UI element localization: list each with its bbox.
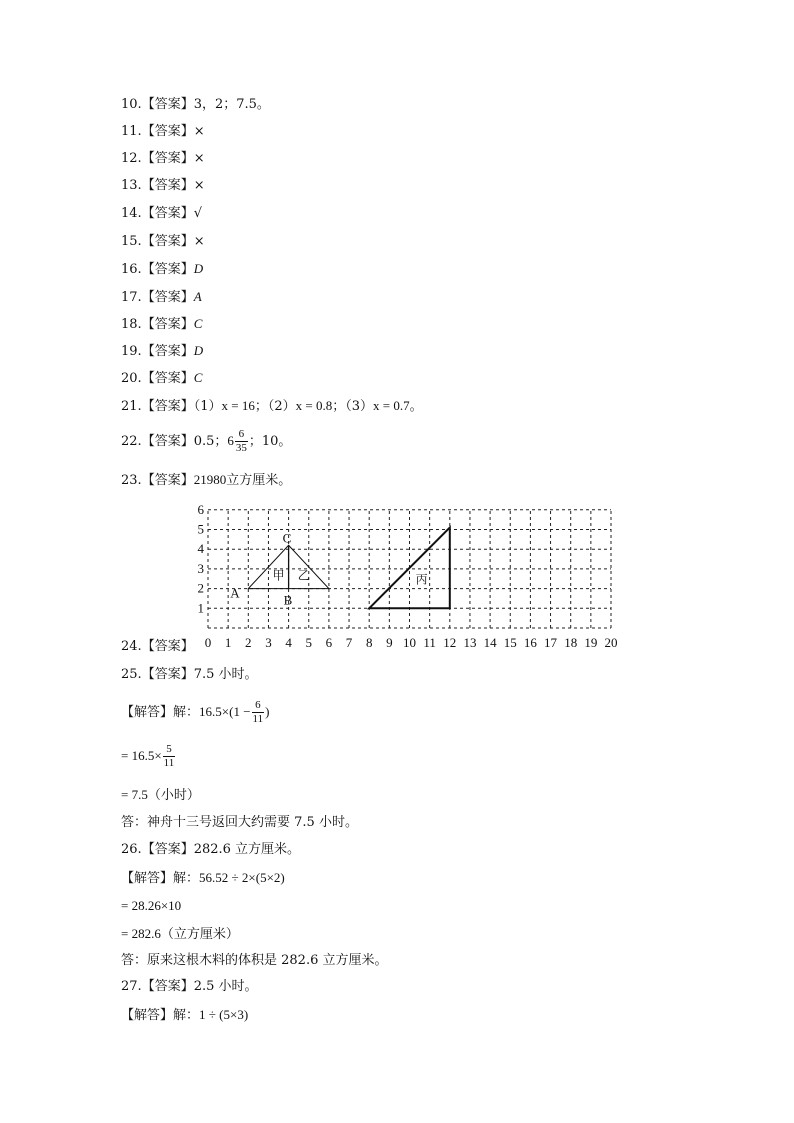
item-number: 25. (121, 667, 142, 682)
x-tick-label: 16 (523, 635, 537, 650)
answer-tag: 【答案】 (141, 434, 194, 449)
solution-26-step3 (121, 925, 239, 944)
answer-text: × (193, 178, 205, 193)
x-tick-label: 15 (503, 635, 517, 650)
fraction (252, 699, 265, 726)
answer-item-25 (121, 666, 258, 684)
fraction (235, 428, 248, 455)
answer-item-24 (121, 638, 194, 656)
x-tick-label: 0 (204, 635, 212, 650)
conclusion-text: 答：神舟十三号返回大约需要 7.5 小时。 (121, 815, 358, 830)
answer-item-14 (121, 205, 202, 223)
part-label: （2） (267, 399, 296, 414)
answer-text: D (193, 343, 204, 358)
y-tick-label: 6 (197, 501, 204, 517)
answer-tag: 【答案】 (141, 979, 194, 994)
y-tick-label: 3 (197, 560, 204, 576)
solution-tag: 【解答】 (121, 871, 174, 886)
grid-figure (195, 500, 625, 650)
denominator: 35 (235, 442, 247, 454)
solution-26-conclusion (121, 952, 387, 970)
x-tick-label: 1 (224, 635, 232, 650)
x-tick-label: 8 (365, 635, 373, 650)
answer-tag: 【答案】 (141, 234, 194, 249)
item-number: 15. (121, 234, 142, 249)
answer-text: C (193, 370, 203, 385)
item-number: 14. (121, 206, 142, 221)
item-number: 22. (121, 434, 142, 449)
x-tick-label: 9 (386, 635, 393, 650)
item-number: 24. (121, 639, 142, 654)
x-tick-label: 14 (483, 635, 497, 650)
answer-tag: 【答案】 (141, 290, 194, 305)
expression: 1 ÷ (5×3) (199, 1007, 249, 1022)
solution-25-step2 (121, 741, 176, 772)
solution-prefix: 解： (173, 871, 200, 886)
y-tick-label: 2 (197, 580, 204, 596)
separator: ； (254, 399, 268, 414)
answer-item-13 (121, 177, 205, 195)
equation: x = 16 (221, 398, 255, 413)
answer-item-27 (121, 978, 258, 996)
x-tick-label: 20 (604, 635, 618, 650)
solution-27-step1 (121, 1006, 248, 1025)
x-tick-label: 7 (345, 635, 353, 650)
region-label-jia: 甲 (272, 568, 285, 583)
x-tick-label: 17 (544, 635, 558, 650)
end-mark: 。 (409, 399, 423, 414)
answer-value: 21980 (193, 472, 227, 487)
x-tick-label: 10 (403, 635, 416, 650)
answer-item-16 (121, 260, 203, 279)
answer-item-15 (121, 233, 205, 251)
answer-text: 2.5 小时。 (193, 979, 258, 994)
answer-tag: 【答案】 (141, 206, 194, 221)
x-tick-label: 11 (423, 635, 436, 650)
answer-text: 7.5 小时。 (193, 667, 258, 682)
answer-tag: 【答案】 (141, 124, 194, 139)
numerator: 6 (255, 699, 261, 711)
x-tick-label: 19 (584, 635, 598, 650)
item-number: 18. (121, 317, 142, 332)
fraction (163, 743, 176, 770)
answer-text: ；10。 (248, 434, 292, 449)
equation: x = 0.8 (295, 398, 333, 413)
x-tick-label: 5 (305, 635, 312, 650)
solution-25-step1 (121, 697, 269, 728)
expression: 56.52 ÷ 2×(5×2) (199, 870, 285, 885)
part-label: （1） (193, 399, 222, 414)
answer-item-11 (121, 123, 205, 141)
solution-25-step3 (121, 786, 200, 805)
y-tick-label: 1 (197, 600, 204, 616)
answer-tag: 【答案】 (141, 639, 194, 654)
answer-tag: 【答案】 (141, 371, 194, 386)
solution-26-step1 (121, 869, 285, 888)
answer-tag: 【答案】 (141, 97, 194, 112)
answer-tag: 【答案】 (141, 178, 194, 193)
item-number: 27. (121, 979, 142, 994)
point-label-a: A (230, 585, 240, 601)
item-number: 13. (121, 178, 142, 193)
answer-text: C (193, 316, 203, 331)
denominator: 11 (163, 757, 175, 769)
item-number: 23. (121, 473, 142, 488)
x-tick-label: 13 (463, 635, 477, 650)
item-number: 11. (121, 124, 142, 139)
answer-tag: 【答案】 (141, 842, 194, 857)
answer-text: 282.6 立方厘米。 (193, 842, 301, 857)
item-number: 10. (121, 97, 142, 112)
expression: ) (265, 704, 270, 719)
answer-text: D (193, 261, 204, 276)
answer-item-26 (121, 841, 300, 859)
x-tick-label: 6 (325, 635, 333, 650)
solution-25-conclusion (121, 814, 358, 832)
answer-text: × (193, 151, 205, 166)
item-number: 21. (121, 399, 142, 414)
answer-item-12 (121, 150, 205, 168)
expression: = 28.26×10 (121, 898, 182, 913)
answer-text: × (193, 124, 205, 139)
y-tick-label: 4 (197, 541, 204, 557)
answer-text: √ (193, 206, 202, 221)
answer-item-10 (121, 96, 270, 114)
answer-unit: 立方厘米。 (226, 473, 292, 488)
expression: 16.5×(1 − (199, 704, 251, 719)
x-tick-label: 12 (443, 635, 457, 650)
item-number: 17. (121, 290, 142, 305)
denominator: 11 (252, 713, 264, 725)
solution-tag: 【解答】 (121, 1008, 174, 1023)
x-tick-label: 4 (285, 635, 292, 650)
answer-item-17 (121, 288, 202, 307)
region-label-bing: 丙 (415, 572, 428, 587)
answer-tag: 【答案】 (141, 667, 194, 682)
answer-item-18 (121, 315, 202, 334)
answer-tag: 【答案】 (141, 399, 194, 414)
x-tick-label: 3 (265, 635, 272, 650)
equation: x = 0.7 (373, 398, 410, 413)
expression: = 16.5× (121, 748, 162, 763)
numerator: 5 (166, 743, 172, 755)
item-number: 19. (121, 344, 142, 359)
answer-tag: 【答案】 (141, 151, 194, 166)
solution-prefix: 解： (173, 1008, 200, 1023)
answer-item-19 (121, 342, 203, 361)
solution-prefix: 解： (173, 705, 200, 720)
answer-item-23 (121, 471, 291, 490)
answer-item-21 (121, 397, 423, 416)
solution-tag: 【解答】 (121, 705, 174, 720)
answer-tag: 【答案】 (141, 262, 194, 277)
item-number: 26. (121, 842, 142, 857)
answer-tag: 【答案】 (141, 344, 194, 359)
point-label-b: B (283, 592, 293, 608)
answer-text: 0.5； (193, 434, 228, 449)
point-label-c: C (282, 530, 292, 546)
conclusion-text: 答：原来这根木料的体积是 282.6 立方厘米。 (121, 953, 388, 968)
x-tick-label: 18 (564, 635, 578, 650)
answer-tag: 【答案】 (141, 473, 194, 488)
solution-26-step2 (121, 897, 181, 916)
y-tick-label: 5 (197, 521, 204, 537)
expression: = 282.6（立方厘米） (121, 926, 239, 941)
answer-item-20 (121, 369, 202, 388)
item-number: 12. (121, 151, 142, 166)
answer-item-22 (121, 426, 291, 457)
answer-tag: 【答案】 (141, 317, 194, 332)
part-label: （3） (345, 399, 374, 414)
item-number: 16. (121, 262, 142, 277)
region-label-yi: 乙 (297, 568, 310, 583)
answer-text: × (193, 234, 205, 249)
separator: ； (332, 399, 346, 414)
x-tick-label: 2 (245, 635, 252, 650)
numerator: 6 (238, 428, 245, 440)
mixed-integer: 6 (227, 433, 234, 448)
expression: = 7.5（小时） (121, 787, 200, 802)
answer-text: 3，2；7.5。 (193, 97, 270, 112)
answer-text: A (193, 289, 202, 304)
item-number: 20. (121, 371, 142, 386)
